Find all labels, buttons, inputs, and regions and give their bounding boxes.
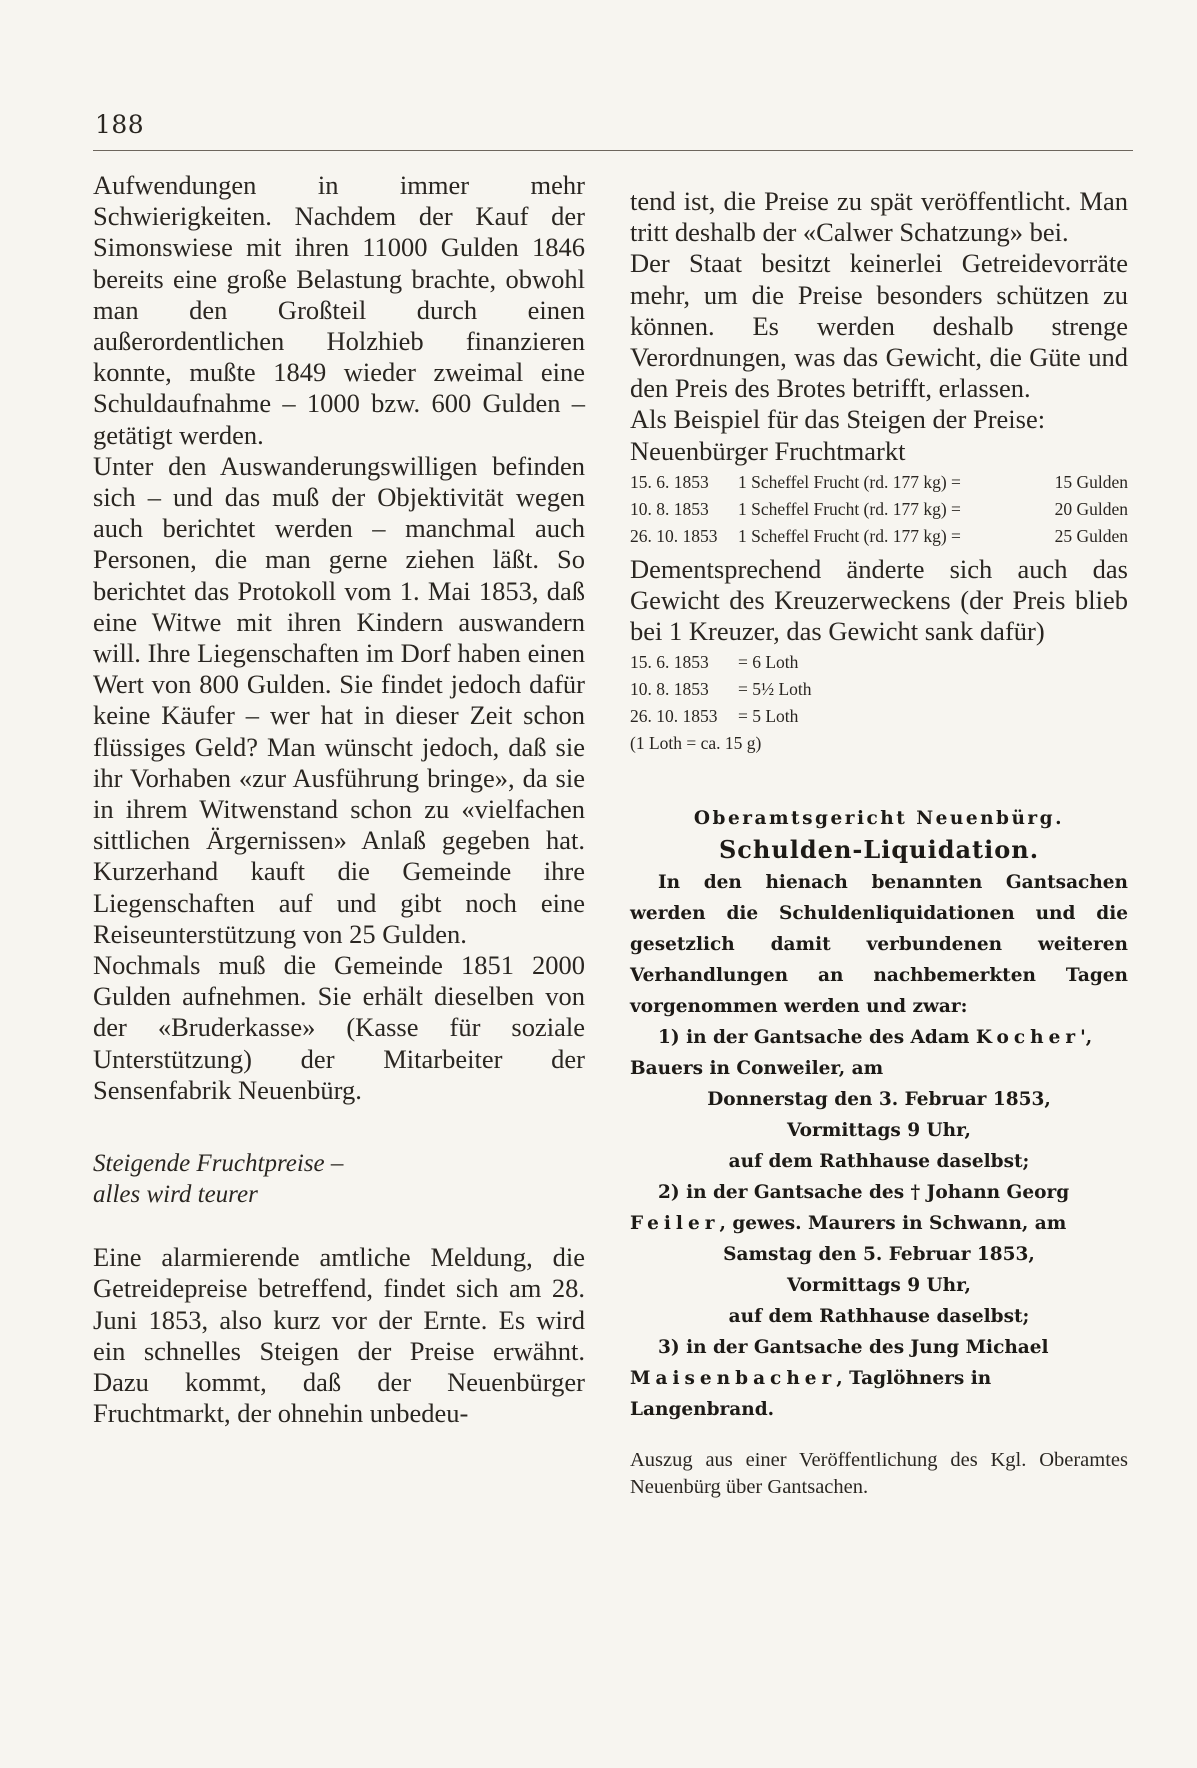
notice-item: 2) in der Gantsache des † Johann Georg	[658, 1182, 1070, 1204]
paragraph: Als Beispiel für das Steigen der Preise:	[630, 404, 1046, 435]
notice-date: Samstag den 5. Februar 1853,	[723, 1244, 1035, 1266]
image-caption: Auszug aus einer Veröffentlichung des Kgl. Oberamtes Neuenbürg über Gantsachen.	[630, 1449, 1128, 1499]
notice-place: auf dem Rathhause daselbst;	[728, 1306, 1030, 1328]
notice-item: 1) in der Gantsache des Adam Kocher',	[658, 1027, 1093, 1049]
paragraph: tend ist, die Preise zu spät veröffentlicht. Man tritt deshalb der «Calwer Schatzung» bei.	[630, 186, 1128, 248]
value-cell: 15 Gulden	[1054, 471, 1128, 492]
table-row	[630, 649, 1128, 676]
notice-time: Vormittags 9 Uhr,	[787, 1120, 971, 1142]
value-cell: 20 Gulden	[1054, 498, 1128, 519]
notice-place: auf dem Rathhause daselbst;	[728, 1151, 1030, 1173]
value-cell: 25 Gulden	[1054, 525, 1128, 546]
item-name: Kocher	[975, 1027, 1081, 1049]
paragraph: Der Staat besitzt keinerlei Getreidevorräte mehr, um die Preise besonders schützen zu können. Es werden deshalb strenge Verordnungen, was das Gewicht, die Güte und den Preis des Brotes betrifft, erlassen.	[630, 248, 1128, 404]
date-cell: 26. 10. 1853	[630, 525, 718, 546]
price-table	[630, 469, 1128, 550]
text-cell: 1 Scheffel Frucht (rd. 177 kg) =	[738, 471, 961, 492]
notice-time: Vormittags 9 Uhr,	[787, 1275, 971, 1297]
date-cell: 10. 8. 1853	[630, 679, 709, 700]
paragraph: Neuenbürger Fruchtmarkt	[630, 435, 906, 466]
paragraph: Unter den Auswanderungswilligen befinden sich – und das muß der Objektivität wegen auch berichtet werden – manchmal auch Personen, die man gerne ziehen läßt. So berichtet das Protokoll vom 1. Mai 1853, daß eine Witwe mit ihren Kindern auswandern will. Ihre Liegenschaften im Dorf haben einen Wert von 800 Gulden. Sie findet jedoch dafür keine Käufer – wer hat in dieser Zeit schon flüssiges Geld? Man wünscht jedoch, daß sie ihr Vorhaben «zur Ausführung bringe», da sie in ihrem Witwenstand schon zu «vielfachen sittlichen Ärgernissen» Anlaß gegeben hat. Kurzerhand kauft die Gemeinde ihre Liegenschaften auf und gibt noch eine Reiseunterstützung von 25 Gulden.	[93, 450, 585, 949]
value-cell: = 5 Loth	[738, 706, 799, 727]
date-cell: 10. 8. 1853	[630, 498, 709, 519]
weight-table	[630, 649, 1128, 757]
notice-item-line	[630, 1363, 1128, 1425]
paragraph: Aufwendungen in immer mehr Schwierigkeiten. Nachdem der Kauf der Simonswiese mit ihren 11000 Gulden 1846 bereits eine große Belastung brachte, obwohl man den Großteil durch einen außerordentlichen Holzhieb finanzieren konnte, mußte 1849 wieder zweimal eine Schuldaufnahme – 1000 bzw. 600 Gulden – getätigt werden.	[93, 170, 585, 450]
text-cell: 1 Scheffel Frucht (rd. 177 kg) =	[738, 498, 961, 519]
date-cell: 15. 6. 1853	[630, 652, 709, 673]
item-name: Feiler	[630, 1213, 720, 1235]
section-subheading	[93, 1148, 585, 1210]
notice-date: Donnerstag den 3. Februar 1853,	[707, 1089, 1051, 1111]
historic-notice	[630, 803, 1128, 1425]
date-cell: 15. 6. 1853	[630, 471, 709, 492]
left-column	[93, 170, 585, 1429]
notice-item: 3) in der Gantsache des Jung Michael	[658, 1337, 1049, 1359]
item-name: Maisenbacher	[630, 1368, 837, 1390]
table-row	[630, 523, 1128, 550]
page-number: 188	[95, 110, 145, 139]
item-text: , Taglöhners in Langenbrand.	[630, 1368, 992, 1421]
paragraph: Nochmals muß die Gemeinde 1851 2000 Gulden aufnehmen. Sie erhält dieselben von der «Bruderkasse» (Kasse für soziale Unterstützung) der Mitarbeiter der Sensenfabrik Neuenbürg.	[93, 950, 585, 1105]
notice-title: Schulden-Liquidation.	[718, 835, 1040, 865]
weight-note: (1 Loth = ca. 15 g)	[630, 733, 762, 754]
notice-authority: Oberamtsgericht Neuenbürg.	[693, 808, 1065, 830]
right-column	[630, 186, 1128, 1501]
notice-item-line	[630, 1208, 1128, 1239]
header-rule	[93, 150, 1133, 151]
table-note	[630, 730, 1128, 757]
item-text: 1) in der Gantsache des Adam	[658, 1027, 970, 1049]
text-cell: 1 Scheffel Frucht (rd. 177 kg) =	[738, 525, 961, 546]
notice-intro: In den hienach benannten Gantsachen werden die Schuldenliquidationen und die gesetzlich damit verbundenen weiteren Verhandlungen an nachbemerkten Tagen vorgenommen werden und zwar:	[630, 872, 1128, 1018]
item-text: , gewes. Maurers in Schwann, am	[719, 1213, 1067, 1235]
subheading-line: Steigende Fruchtpreise –	[93, 1150, 344, 1178]
paragraph: Dementsprechend änderte sich auch das Gewicht des Kreuzerweckens (der Preis blieb bei 1 Kreuzer, das Gewicht sank dafür)	[630, 553, 1128, 647]
value-cell: = 5½ Loth	[738, 679, 812, 700]
subheading-line: alles wird teurer	[93, 1181, 258, 1209]
value-cell: = 6 Loth	[738, 652, 799, 673]
table-row	[630, 496, 1128, 523]
notice-item-line: Bauers in Conweiler, am	[630, 1058, 884, 1080]
table-row	[630, 703, 1128, 730]
table-row	[630, 676, 1128, 703]
table-row	[630, 469, 1128, 496]
date-cell: 26. 10. 1853	[630, 706, 718, 727]
paragraph: Eine alarmierende amtliche Meldung, die Getreidepreise betreffend, findet sich am 28. Juni 1853, also kurz vor der Ernte. Es wird ein schnelles Steigen der Preise erwähnt. Dazu kommt, daß der Neuenbürger Fruchtmarkt, der ohnehin unbedeu-	[93, 1242, 585, 1429]
